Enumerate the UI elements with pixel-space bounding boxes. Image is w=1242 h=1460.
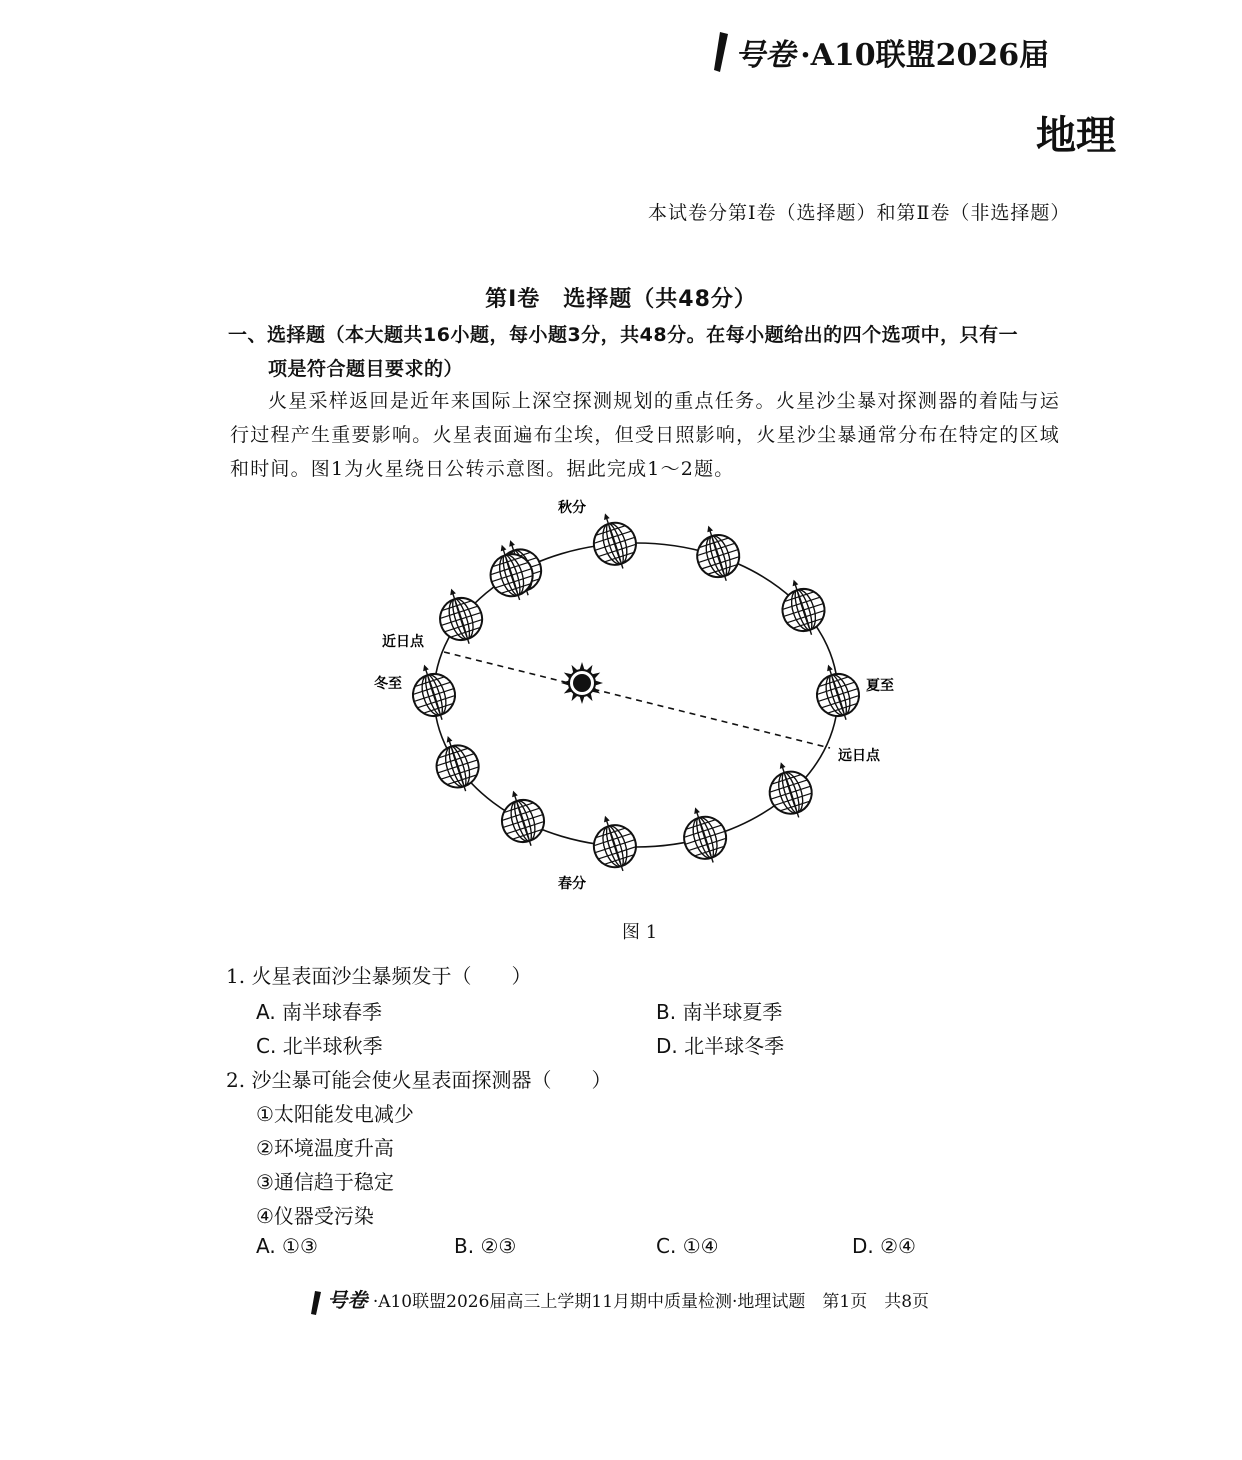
option-label: B. <box>454 1234 475 1258</box>
mars-globe-icon <box>428 729 486 797</box>
mars-globe-icon <box>688 519 746 587</box>
option-label: B. <box>656 1000 677 1024</box>
question-2-number: 2. <box>226 1068 246 1092</box>
footer-text: ·A10联盟2026届高三上学期11月期中质量检测·地理试题 第1页 共8页 <box>372 1292 930 1312</box>
option-label: A. <box>256 1000 276 1024</box>
exam-title: ·A10联盟2026届 <box>800 38 1050 73</box>
option-label: C. <box>256 1034 277 1058</box>
mars-globe-icon <box>404 658 462 726</box>
q2-statement-4: ④仪器受污染 <box>256 1204 374 1228</box>
mars-globe-icon <box>774 573 832 641</box>
q2-option-c[interactable] <box>656 1234 719 1258</box>
mars-globe-icon <box>482 538 540 606</box>
option-text: ②④ <box>880 1234 916 1258</box>
apsides-line <box>444 652 830 748</box>
q2-option-b[interactable] <box>454 1234 516 1258</box>
label-summer-solstice: 夏至 <box>866 678 894 694</box>
q1-option-a[interactable] <box>256 996 382 1025</box>
mars-orbit-diagram <box>360 490 920 900</box>
option-text: 南半球春季 <box>282 1000 383 1024</box>
instruction-line-2: 项是符合题目要求的） <box>268 358 464 380</box>
option-text: 南半球夏季 <box>682 1000 783 1024</box>
question-2-stem <box>226 1064 611 1093</box>
section-instruction <box>228 318 1058 386</box>
question-2-text: 沙尘暴可能会使火星表面探测器（ ） <box>251 1068 612 1092</box>
label-perihelion: 近日点 <box>382 634 424 650</box>
option-text: 北半球秋季 <box>282 1034 383 1058</box>
mars-globe-icon <box>585 507 643 575</box>
q1-option-d[interactable] <box>656 1030 784 1059</box>
option-label: A. <box>256 1234 276 1258</box>
q2-statement-1: ①太阳能发电减少 <box>256 1102 414 1126</box>
footer-brand-logo-icon <box>310 1290 322 1316</box>
paper-intro: 本试卷分第Ⅰ卷（选择题）和第Ⅱ卷（非选择题） <box>648 202 1071 224</box>
option-label: D. <box>852 1234 874 1258</box>
label-autumn-equinox: 秋分 <box>558 500 586 516</box>
mars-globe-icon <box>493 784 551 852</box>
question-1-number: 1. <box>226 964 246 988</box>
mars-globe-icon <box>761 756 819 824</box>
subject-title: 地理 <box>1036 112 1116 159</box>
instruction-line-1: 一、选择题（本大题共16小题，每小题3分，共48分。在每小题给出的四个选项中，只有一 <box>228 324 1019 346</box>
q2-option-d[interactable] <box>852 1234 916 1258</box>
mars-globe-icon <box>675 801 733 869</box>
option-text: ①③ <box>282 1234 318 1258</box>
brand-name: 号卷 <box>735 38 796 73</box>
q2-option-a[interactable] <box>256 1234 318 1258</box>
label-spring-equinox: 春分 <box>558 876 586 892</box>
q2-statement-3: ③通信趋于稳定 <box>256 1170 394 1194</box>
brand-logo-icon <box>712 30 730 74</box>
question-1-stem <box>226 960 531 989</box>
option-text: ①④ <box>682 1234 719 1258</box>
reading-passage: 火星采样返回是近年来国际上深空探测规划的重点任务。火星沙尘暴对探测器的着陆与运行过程产生重要影响。火星表面遍布尘埃，但受日照影响，火星沙尘暴通常分布在特定的区域和时间。图1为火星绕日公转示意图。据此完成1～2题。 <box>230 390 1060 480</box>
option-label: D. <box>656 1034 678 1058</box>
label-winter-solstice: 冬至 <box>374 676 402 692</box>
question-1-text: 火星表面沙尘暴频发于（ ） <box>251 964 532 988</box>
q2-statement-2: ②环境温度升高 <box>256 1136 394 1160</box>
q1-option-b[interactable] <box>656 996 782 1025</box>
mars-globe-icon <box>431 582 489 650</box>
option-label: C. <box>656 1234 677 1258</box>
mars-globe-icon <box>585 809 643 877</box>
sun-icon <box>561 662 603 704</box>
section-title: 第Ⅰ卷 选择题（共48分） <box>485 287 757 312</box>
q1-option-c[interactable] <box>256 1030 383 1059</box>
footer-brand-name: 号卷 <box>327 1288 368 1312</box>
figure-caption: 图 1 <box>622 922 658 943</box>
label-aphelion: 远日点 <box>838 748 880 764</box>
option-text: ②③ <box>480 1234 517 1258</box>
exam-header-title <box>712 30 1092 80</box>
mars-globe-icon <box>808 658 866 726</box>
page-footer <box>310 1284 1010 1316</box>
option-text: 北半球冬季 <box>684 1034 785 1058</box>
